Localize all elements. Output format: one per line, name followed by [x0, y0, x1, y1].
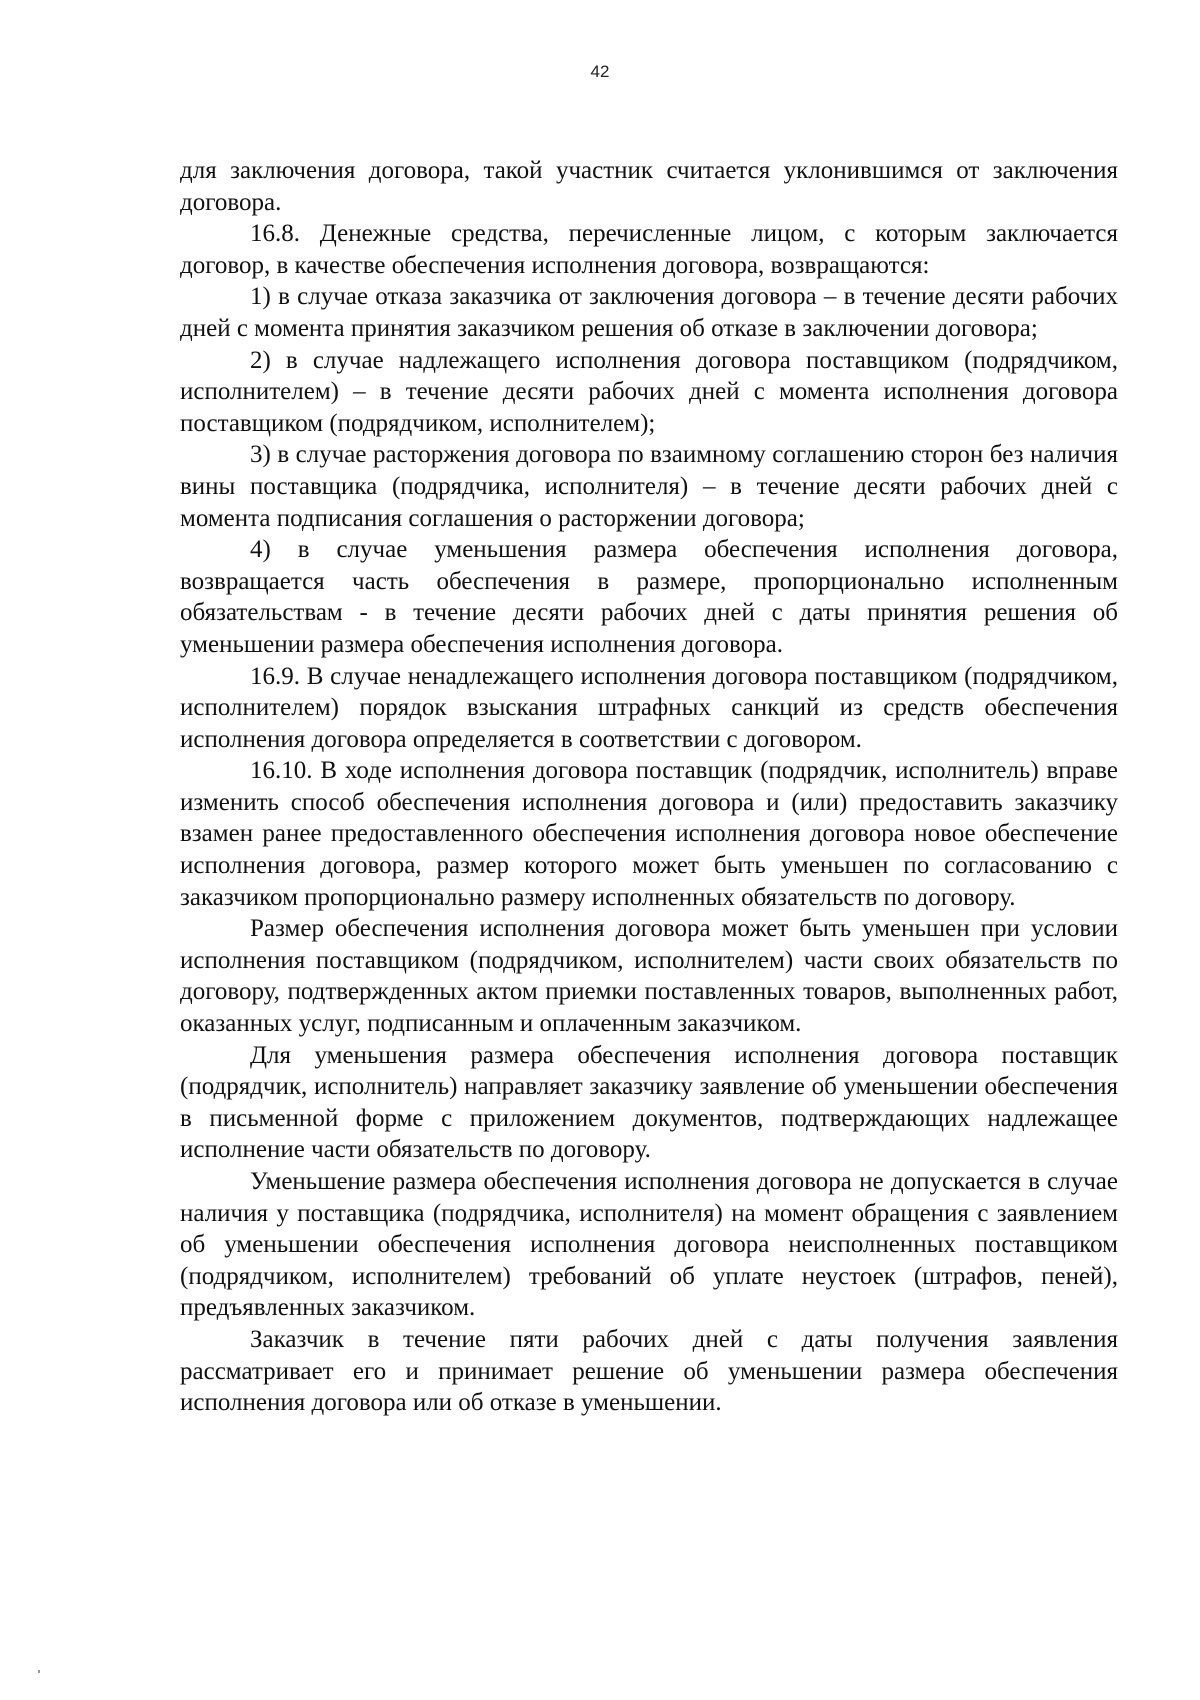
paragraph-reduction-prohibited: Уменьшение размера обеспечения исполнения договора не допускается в случае наличия у поставщика (подрядчика, исполнителя) на момент обращения с заявлением об уменьшении обеспечения исполнения договора неисполненных поставщиком (подрядчиком, исполнителем) требований об уплате неустоек (штрафов, пеней), предъявленных заказчиком. [180, 1168, 1118, 1322]
paragraph-customer-decision: Заказчик в течение пяти рабочих дней с даты получения заявления рассматривает его и принимает решение об уменьшении размера обеспечения исполнения договора или об отказе в уменьшении. [180, 1325, 1118, 1417]
paragraph-item-1: 1) в случае отказа заказчика от заключения договора – в течение десяти рабочих дней с момента принятия заказчиком решения об отказе в заключении договора; [180, 283, 1118, 342]
paragraph-reduction-request: Для уменьшения размера обеспечения исполнения договора поставщик (подрядчик, исполнитель) направляет заказчику заявление об уменьшении обеспечения в письменной форме с приложением документов, подтверждающих надлежащее исполнение части обязательств по договору. [180, 1041, 1118, 1164]
page-number: 42 [590, 62, 610, 81]
paragraph-16-10: 16.10. В ходе исполнения договора поставщик (подрядчик, исполнитель) вправе изменить способ обеспечения исполнения договора и (или) предоставить заказчику взамен ранее предоставленного обеспечения исполнения договора новое обеспечение исполнения договора, размер которого может быть уменьшен по согласованию с заказчиком пропорционально размеру исполненных обязательств по договору. [180, 757, 1118, 911]
scan-artifact [38, 1670, 40, 1673]
paragraph-item-4: 4) в случае уменьшения размера обеспечения исполнения договора, возвращается часть обеспечения в размере, пропорционально исполненным обязательствам - в течение десяти рабочих дней с даты принятия решения об уменьшении размера обеспечения исполнения договора. [180, 536, 1118, 658]
document-body [180, 155, 1118, 1419]
paragraph-16-9: 16.9. В случае ненадлежащего исполнения договора поставщиком (подрядчиком, исполнителем) порядок взыскания штрафных санкций из средств обеспечения исполнения договора определяется в соответствии с договором. [180, 662, 1118, 753]
paragraph-item-3: 3) в случае расторжения договора по взаимному соглашению сторон без наличия вины поставщика (подрядчика, исполнителя) – в течение десяти рабочих дней с момента подписания соглашения о расторжении договора; [180, 441, 1118, 532]
paragraph-item-2: 2) в случае надлежащего исполнения договора поставщиком (подрядчиком, исполнителем) – в течение десяти рабочих дней с момента исполнения договора поставщиком (подрядчиком, исполнителем); [180, 346, 1118, 437]
paragraph-continuation: для заключения договора, такой участник считается уклонившимся от заключения договора. [180, 157, 1118, 216]
paragraph-16-8: 16.8. Денежные средства, перечисленные лицом, с которым заключается договор, в качестве обеспечения исполнения договора, возвращаются: [180, 220, 1118, 279]
paragraph-reduction-conditions: Размер обеспечения исполнения договора может быть уменьшен при условии исполнения поставщиком (подрядчиком, исполнителем) части своих обязательств по договору, подтвержденных актом приемки поставленных товаров, выполненных работ, оказанных услуг, подписанным и оплаченным заказчиком. [180, 915, 1118, 1038]
